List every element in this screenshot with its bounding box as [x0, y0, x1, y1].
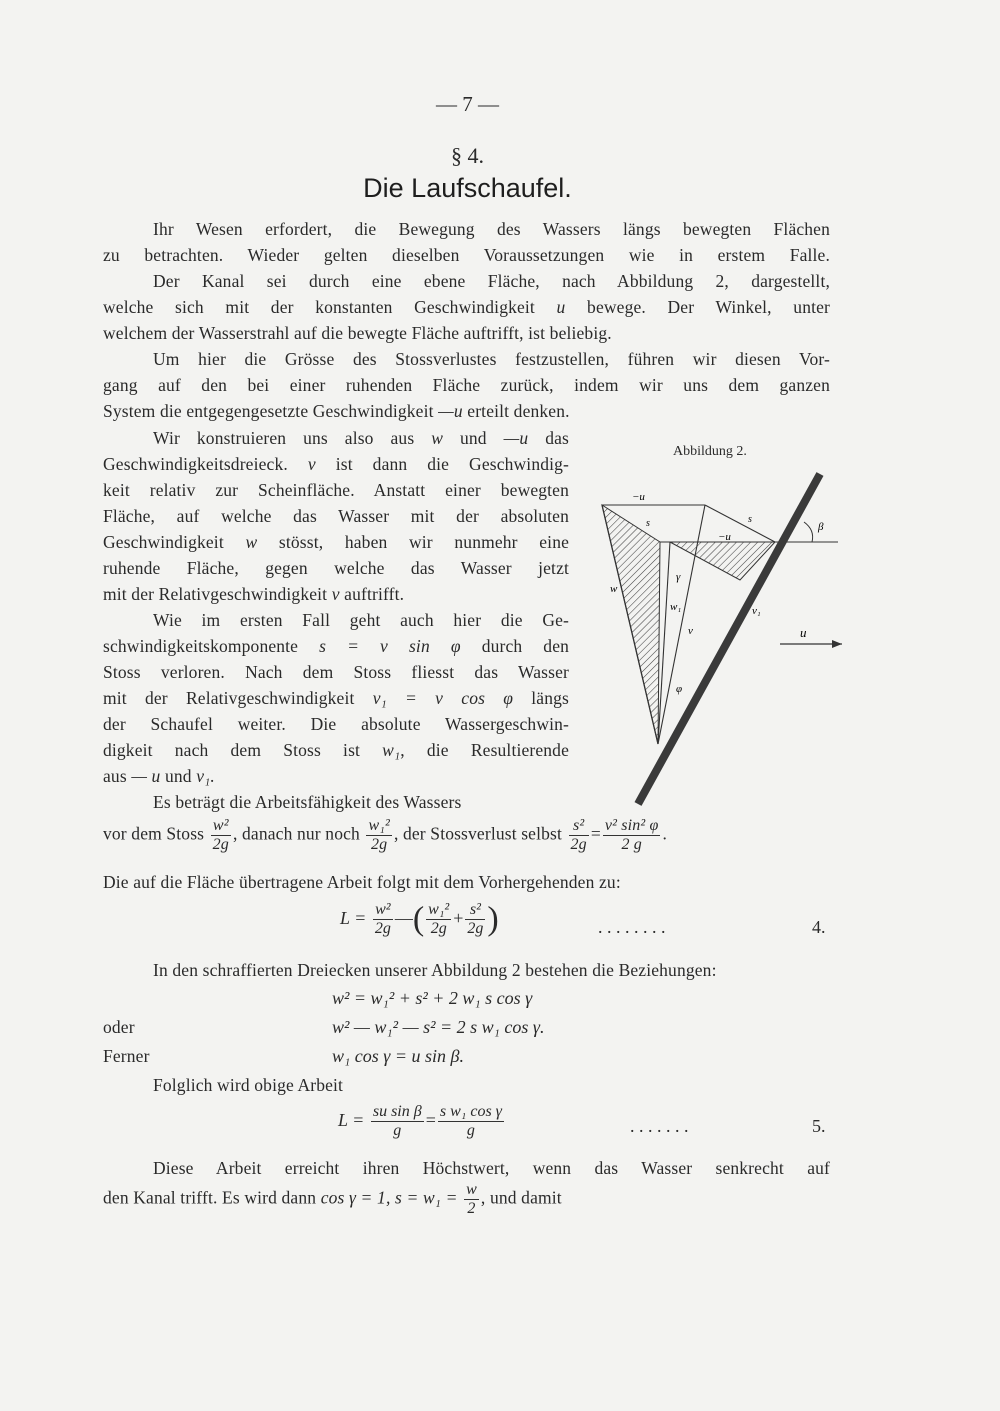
text-line [103, 297, 830, 321]
equation-number: 5. [812, 1116, 826, 1136]
text-line: keit relativ zur Scheinfläche. Anstatt einer bewegten [103, 480, 569, 500]
text-line: oder [103, 1017, 135, 1037]
page-title: Die Laufschaufel. [363, 173, 572, 203]
hatched-triangle-right [670, 542, 775, 580]
text-segment: längs [531, 688, 569, 708]
label-w: w [610, 583, 618, 595]
text-segment: und [164, 766, 192, 786]
text-segment: ist dann die Geschwindig- [335, 454, 569, 474]
text-line: Folglich wird obige Arbeit [153, 1075, 344, 1095]
math-var: —u [503, 428, 529, 448]
text-line: zu betrachten. Wieder gelten dieselben Voraussetzungen wie in erstem Falle. [103, 245, 830, 265]
text-segment: den Kanal trifft. Es wird dann [103, 1187, 317, 1208]
relation-2: w² — w₁² — s² = 2 s w₁ cos γ. [332, 1017, 545, 1037]
math-var: w [245, 532, 258, 552]
section-number: § 4. [451, 143, 484, 168]
text-line [103, 636, 569, 660]
text-segment: durch den [481, 636, 569, 656]
equation-5: L = $\frac{\text{su sin β}}{g}$ = $\frac{\text{s w₁ cos γ}}{g}$ [338, 1103, 502, 1139]
math-expr: v₁ = v cos φ [372, 688, 514, 708]
equation-4: L = $\frac{\text{w²}}{2g}$ —( $\frac{\text{w₁²}}{2g}$ + $\frac{\text{s²}}{2g}$ ) [340, 900, 499, 938]
text-segment: , der Stossverlust selbst [393, 823, 562, 844]
text-line: der Schaufel weiter. Die absolute Wassergeschwin- [103, 714, 569, 734]
text-line: Fläche, auf welche das Wasser mit der absoluten [103, 506, 569, 526]
text-line: Ihr Wesen erfordert, die Bewegung des Wassers längs bewegten Flächen [153, 219, 830, 239]
text-segment: System die entgegengesetzte Geschwindigkeit [103, 401, 434, 421]
line-s-right [705, 505, 775, 542]
label-v1: v₁ [752, 605, 761, 617]
u-arrow-head [832, 640, 842, 648]
text-segment: aus [103, 766, 127, 786]
fraction: $\frac{\text{s w₁ cos γ}}{g}$ [439, 1103, 502, 1139]
relation-3: w₁ cos γ = u sin β. [332, 1046, 464, 1066]
text-line: Der Kanal sei durch eine ebene Fläche, nach Abbildung 2, dargestellt, [153, 271, 830, 291]
label-w1: w₁ [670, 601, 682, 613]
math-op: = [590, 823, 601, 844]
fraction: $\frac{w}{2}$ [466, 1181, 477, 1217]
text-segment: und [460, 428, 487, 448]
leader-dots: . . . . . . . . [598, 917, 666, 937]
figure-velocity-triangle [590, 462, 850, 807]
math-var: w₁ [382, 740, 401, 760]
fraction: $\frac{\text{w₁²}}{2g}$ [428, 901, 450, 937]
text-segment: mit der Relativgeschwindigkeit [103, 688, 355, 708]
math-var: — u [131, 766, 161, 786]
text-segment: stösst, haben wir nunmehr eine [278, 532, 569, 552]
text-line: welchem der Wasserstrahl auf die bewegte Fläche auftrifft, ist beliebig. [103, 323, 612, 343]
text-line: Die auf die Fläche übertragene Arbeit folgt mit dem Vorhergehenden zu: [103, 872, 621, 892]
text-line: Diese Arbeit erreicht ihren Höchstwert, wenn das Wasser senkrecht auf [153, 1158, 830, 1178]
text-segment: erteilt denken. [467, 401, 570, 421]
text-line: Wie im ersten Fall geht auch hier die Ge- [153, 610, 569, 630]
text-line: Um hier die Grösse des Stossverlustes festzustellen, führen wir diesen Vor- [153, 349, 830, 369]
label-u: u [800, 625, 807, 640]
label-minus-u-top: −u [632, 491, 645, 503]
text-segment: Geschwindigkeit [103, 532, 224, 552]
fraction: $\frac{\text{s²}}{2g}$ [570, 817, 587, 853]
math-expr: s = v sin φ [319, 636, 461, 656]
beta-arc [804, 522, 813, 542]
page-number: — 7 — [436, 92, 499, 116]
fraction: $\frac{\text{w²}}{2g}$ [374, 901, 391, 937]
text-line: den Kanal trifft. Es wird dann cos γ = 1, s = w₁ = $\frac{w}{2}$ , und damit [103, 1181, 562, 1217]
text-line: ruhende Fläche, gegen welche das Wasser jetzt [103, 558, 569, 578]
math-var: —u [438, 401, 463, 421]
text-line: vor dem Stoss $\frac{\text{w²}}{2g}$ , danach nur noch $\frac{\text{w₁²}}{2g}$ , der Stossverlust selbst $\frac{\text{s²}}{2g}$ = $\frac{\text{v² sin² φ}}{2 g}$ . [103, 817, 667, 853]
text-segment: schwindigkeitskomponente [103, 636, 299, 656]
text-segment: und damit [489, 1187, 562, 1208]
text-segment: bewege. Der Winkel, unter [587, 297, 830, 317]
fraction: $\frac{\text{w₁²}}{2g}$ [368, 817, 390, 853]
text-line [103, 766, 569, 787]
text-line: Ferner [103, 1046, 150, 1066]
text-segment: auftrifft. [344, 584, 405, 604]
label-minus-u-mid: −u [718, 531, 731, 543]
text-line: gang auf den bei einer ruhenden Fläche zurück, indem wir uns dem ganzen [103, 375, 830, 395]
text-line: Es beträgt die Arbeitsfähigkeit des Wassers [153, 792, 462, 812]
label-s-left: s [646, 518, 650, 529]
text-line: Stoss verloren. Nach dem Stoss fliesst das Wasser [103, 662, 569, 682]
math-expr: s = w₁ = [395, 1187, 458, 1208]
text-segment: Wir konstruieren uns also aus [153, 428, 415, 448]
text-line [103, 688, 569, 712]
text-line [103, 401, 830, 422]
math-var: u [556, 297, 566, 317]
text-line: In den schraffierten Dreiecken unserer Abbildung 2 bestehen die Beziehungen: [153, 960, 717, 980]
math-var: v [307, 454, 316, 474]
math-var: v₁. [196, 766, 215, 786]
fraction: $\frac{\text{w²}}{2g}$ [212, 817, 229, 853]
blade-plate [638, 474, 820, 804]
text-segment: , die Resultierende [400, 740, 569, 760]
label-beta: β [818, 521, 824, 533]
equation-number: 4. [812, 917, 826, 937]
text-line [103, 584, 569, 605]
text-segment: , danach nur noch [232, 823, 360, 844]
leader-dots: . . . . . . . [630, 1116, 689, 1136]
math-var: w [431, 428, 444, 448]
text-segment: digkeit nach dem Stoss ist [103, 740, 361, 760]
figure-caption: Abbildung 2. [673, 444, 747, 459]
math-var: v [331, 584, 340, 604]
label-phi: φ [676, 683, 683, 695]
fraction: $\frac{\text{s²}}{2g}$ [467, 901, 484, 937]
fraction: $\frac{\text{v² sin² φ}}{2 g}$ [604, 817, 659, 853]
text-line [103, 740, 569, 764]
math-expr: cos γ = 1, [320, 1187, 391, 1208]
relation-1: w² = w₁² + s² + 2 w₁ s cos γ [332, 988, 533, 1008]
fraction: $\frac{\text{su sin β}}{g}$ [372, 1103, 422, 1139]
text-segment: Geschwindigkeitsdreieck. [103, 454, 288, 474]
text-line [153, 428, 569, 452]
text-segment: vor dem Stoss [103, 823, 205, 844]
text-line [103, 454, 569, 478]
text-segment: das [545, 428, 569, 448]
text-segment: mit der Relativgeschwindigkeit [103, 584, 328, 604]
label-v: v [688, 625, 693, 637]
label-gamma: γ [676, 571, 681, 583]
label-s-right: s [748, 514, 752, 525]
text-line [103, 532, 569, 556]
text-segment: welche sich mit der konstanten Geschwindigkeit [103, 297, 535, 317]
